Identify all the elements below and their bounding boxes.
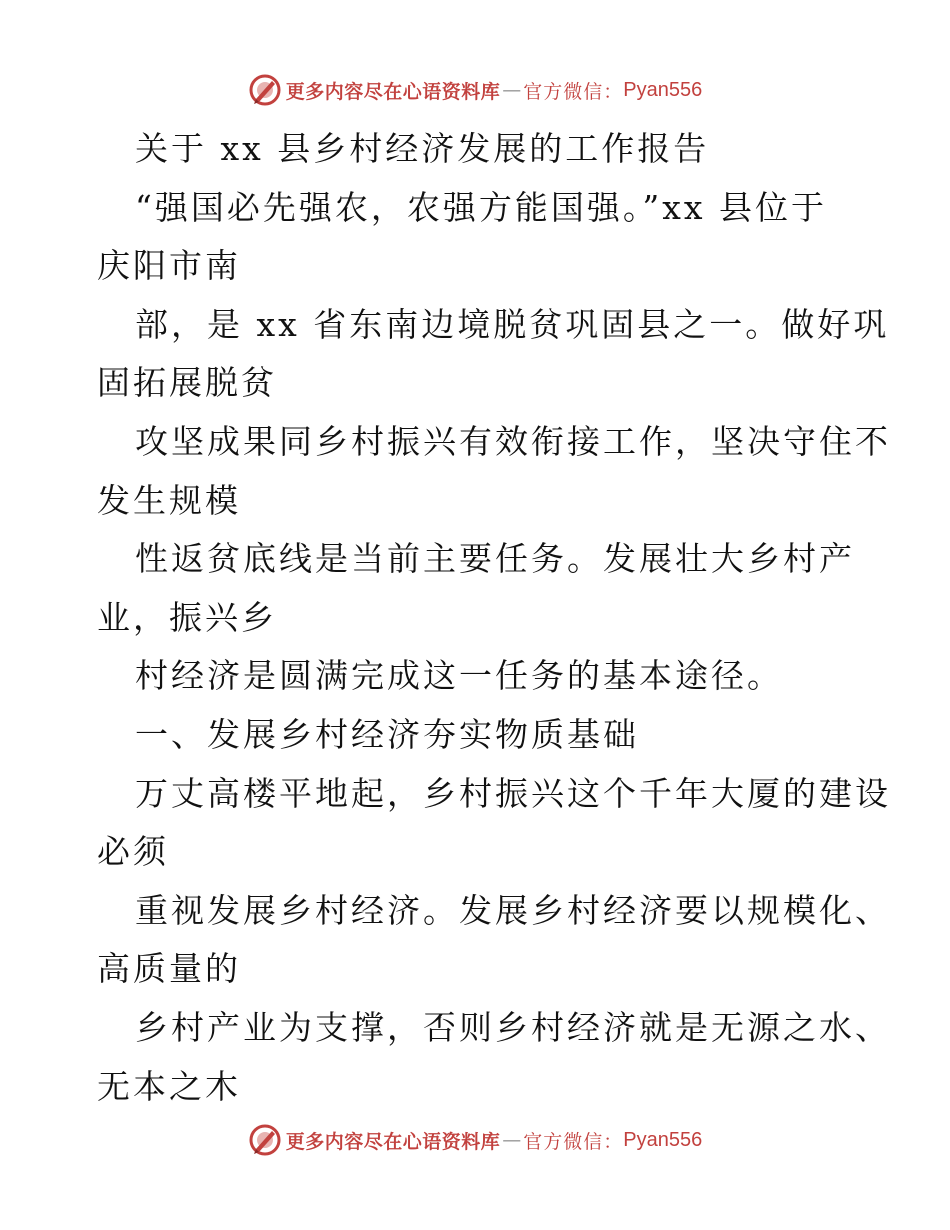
pen-logo-icon	[248, 73, 282, 107]
pen-logo-icon	[248, 1123, 282, 1157]
footer-wechat-id: Pyan556	[623, 1128, 703, 1151]
text-line: 发生规模	[97, 480, 241, 520]
text-line: 无本之木	[97, 1066, 241, 1106]
text-line: 万丈高楼平地起，乡村振兴这个千年大厦的建设	[135, 773, 891, 813]
text-line: 高质量的	[97, 949, 241, 989]
text-line: “强国必先强农，农强方能国强。”xx 县位于	[135, 187, 827, 227]
text-line: 性返贫底线是当前主要任务。发展壮大乡村产	[135, 539, 855, 579]
header-banner-separator: —	[502, 79, 522, 101]
text-line: 庆阳市南	[97, 246, 241, 286]
header-wechat-id: Pyan556	[623, 78, 703, 101]
text-line: 业，振兴乡	[97, 597, 277, 637]
footer-wechat-label: 官方微信：	[523, 1130, 624, 1153]
header-banner-text: 更多内容尽在心语资料库	[285, 80, 501, 103]
header-wechat-label: 官方微信：	[523, 80, 624, 103]
document-body	[97, 120, 891, 1116]
footer-watermark-banner	[0, 1120, 950, 1160]
text-line: 部，是 xx 省东南边境脱贫巩固县之一。做好巩	[135, 304, 890, 344]
text-line: 必须	[97, 832, 169, 872]
text-line: 重视发展乡村经济。发展乡村经济要以规模化、	[135, 890, 891, 930]
text-line: 乡村产业为支撑，否则乡村经济就是无源之水、	[135, 1007, 891, 1047]
text-line: 村经济是圆满完成这一任务的基本途径。	[135, 656, 783, 696]
document-title: 关于 xx 县乡村经济发展的工作报告	[135, 129, 710, 168]
section-heading: 一、发展乡村经济夯实物质基础	[135, 714, 639, 754]
text-line: 固拓展脱贫	[97, 363, 277, 403]
text-line: 攻坚成果同乡村振兴有效衔接工作，坚决守住不	[135, 421, 891, 461]
footer-banner-text: 更多内容尽在心语资料库	[285, 1130, 501, 1153]
footer-banner-separator: —	[502, 1129, 522, 1151]
header-watermark-banner	[0, 70, 950, 110]
